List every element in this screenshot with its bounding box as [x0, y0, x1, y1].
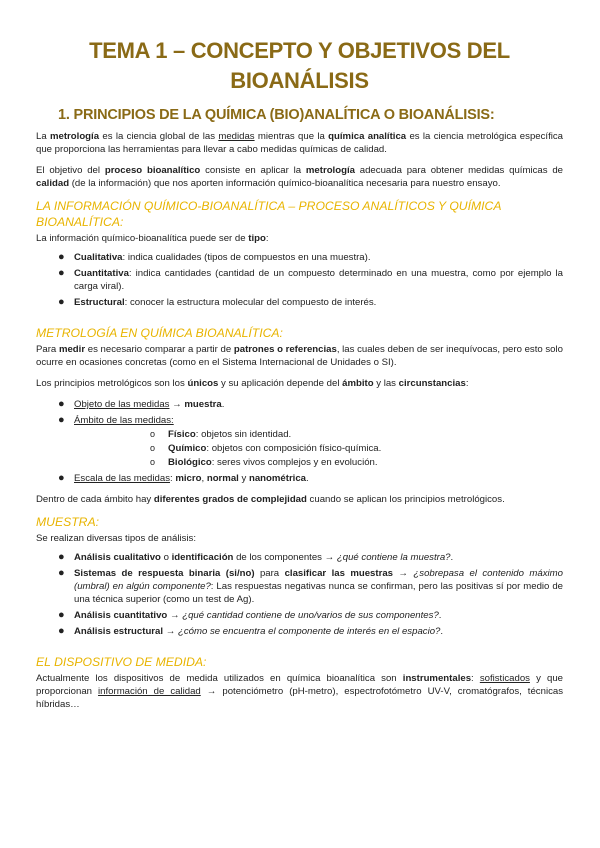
- list-item: ● Cuantitativa: indica cantidades (cantidad de un compuesto determinado en una muestra, como por ejemplo la carga viral).: [58, 267, 563, 292]
- bullet-icon: ●: [58, 625, 65, 637]
- paragraph-complejidad: Dentro de cada ámbito hay diferentes grados de complejidad cuando se aplican los principios metrológicos.: [36, 494, 505, 505]
- bullet-icon: ●: [58, 296, 65, 308]
- paragraph-dispositivos: Actualmente los dispositivos de medida utilizados en química bioanalítica son instrumentales: sofisticados y que proporcionan información de calidad → potenciómetro (pH-metro), espectrofotómetro UV-V, cromatógrafos, técnicas híbridas…: [36, 673, 564, 710]
- section-heading-muestra: MUESTRA:: [36, 515, 99, 529]
- list-item: ● Análisis cuantitativo → ¿qué cantidad contiene de uno/varios de sus componentes?.: [58, 609, 442, 621]
- sublist-item: o Físico: objetos sin identidad.: [150, 429, 292, 440]
- bullet-icon: ●: [58, 567, 65, 579]
- sublist-ambitos: [74, 428, 563, 469]
- list-item: ● Análisis cualitativo o identificación de los componentes → ¿qué contiene la muestra?.: [58, 551, 454, 563]
- list-principios-metrologicos: [36, 398, 563, 485]
- list-tipos-analisis: [36, 551, 563, 638]
- circle-bullet-icon: o: [150, 457, 156, 467]
- section-heading-metrologia: METROLOGÍA EN QUÍMICA BIOANALÍTICA:: [36, 326, 283, 340]
- heading-principios: 1. PRINCIPIOS DE LA QUÍMICA (BIO)ANALÍTICA O BIOANÁLISIS:: [58, 107, 495, 123]
- sublist-item: o Químico: objetos con composición físico-química.: [150, 443, 382, 454]
- paragraph-medir: Para medir es necesario comparar a partir de patrones o referencias, las cuales deben de ser inequívocas, pero esto solo ocurre en ocasiones concretas (como en el Sistema Internacional de Unidades o SI).: [36, 344, 563, 368]
- bullet-icon: ●: [58, 414, 65, 426]
- list-item: ● Objeto de las medidas → muestra.: [58, 398, 225, 410]
- section-heading-dispositivo: EL DISPOSITIVO DE MEDIDA:: [36, 655, 207, 669]
- paragraph-analisis: Se realizan diversas tipos de análisis:: [36, 533, 196, 544]
- list-item: ● Estructural: conocer la estructura molecular del compuesto de interés.: [58, 296, 377, 308]
- paragraph-objetivo: El objetivo del proceso bioanalítico consiste en aplicar la metrología adecuada para obtener medidas químicas de calidad (de la información) que nos aporten información químico-bioanalítica necesaria para nuestro ensayo.: [36, 165, 564, 189]
- sublist-item: o Biológico: seres vivos complejos y en evolución.: [150, 457, 378, 468]
- section-heading-informacion: LA INFORMACIÓN QUÍMICO-BIOANALÍTICA – PROCESO ANALÍTICOS Y QUÍMICA BIOANALÍTICA:: [36, 199, 502, 229]
- document-title: TEMA 1 – CONCEPTO Y OBJETIVOS DEL BIOANÁLISIS: [89, 38, 510, 93]
- paragraph-tipo: La información químico-bioanalítica puede ser de tipo:: [36, 233, 269, 244]
- bullet-icon: ●: [58, 472, 65, 484]
- list-item: ● Análisis estructural → ¿cómo se encuentra el componente de interés en el espacio?.: [58, 625, 444, 637]
- bullet-icon: ●: [58, 398, 65, 410]
- bullet-icon: ●: [58, 267, 65, 279]
- paragraph-metrologia: La metrología es la ciencia global de las medidas mientras que la química analítica es la ciencia metrológica específica que proporciona las herramientas para llevar a cabo medidas químicas de calidad.: [36, 131, 564, 155]
- list-item: ● Ámbito de las medidas: o Físico: objetos sin identidad. o Químico: objetos con composición físico-química. o Biológico: seres vivos complejos y en evolución.: [36, 414, 563, 469]
- list-item: ● Cualitativa: indica cualidades (tipos de compuestos en una muestra).: [58, 251, 371, 263]
- list-item: ● Sistemas de respuesta binaria (si/no) para clasificar las muestras → ¿sobrepasa el contenido máximo (umbral) en algún componente?: Las respuestas negativas nunca se confirman, pero las positivas sí por medio de una técnica superior (como un test de Ag).: [58, 567, 563, 605]
- circle-bullet-icon: o: [150, 443, 156, 453]
- paragraph-principios: Los principios metrológicos son los únicos y su aplicación depende del ámbito y las circunstancias:: [36, 378, 469, 389]
- list-tipos-informacion: [36, 251, 563, 309]
- list-item: ● Escala de las medidas: micro, normal y nanométrica.: [58, 472, 309, 484]
- circle-bullet-icon: o: [150, 429, 156, 439]
- bullet-icon: ●: [58, 609, 65, 621]
- bullet-icon: ●: [58, 251, 65, 263]
- bullet-icon: ●: [58, 551, 65, 563]
